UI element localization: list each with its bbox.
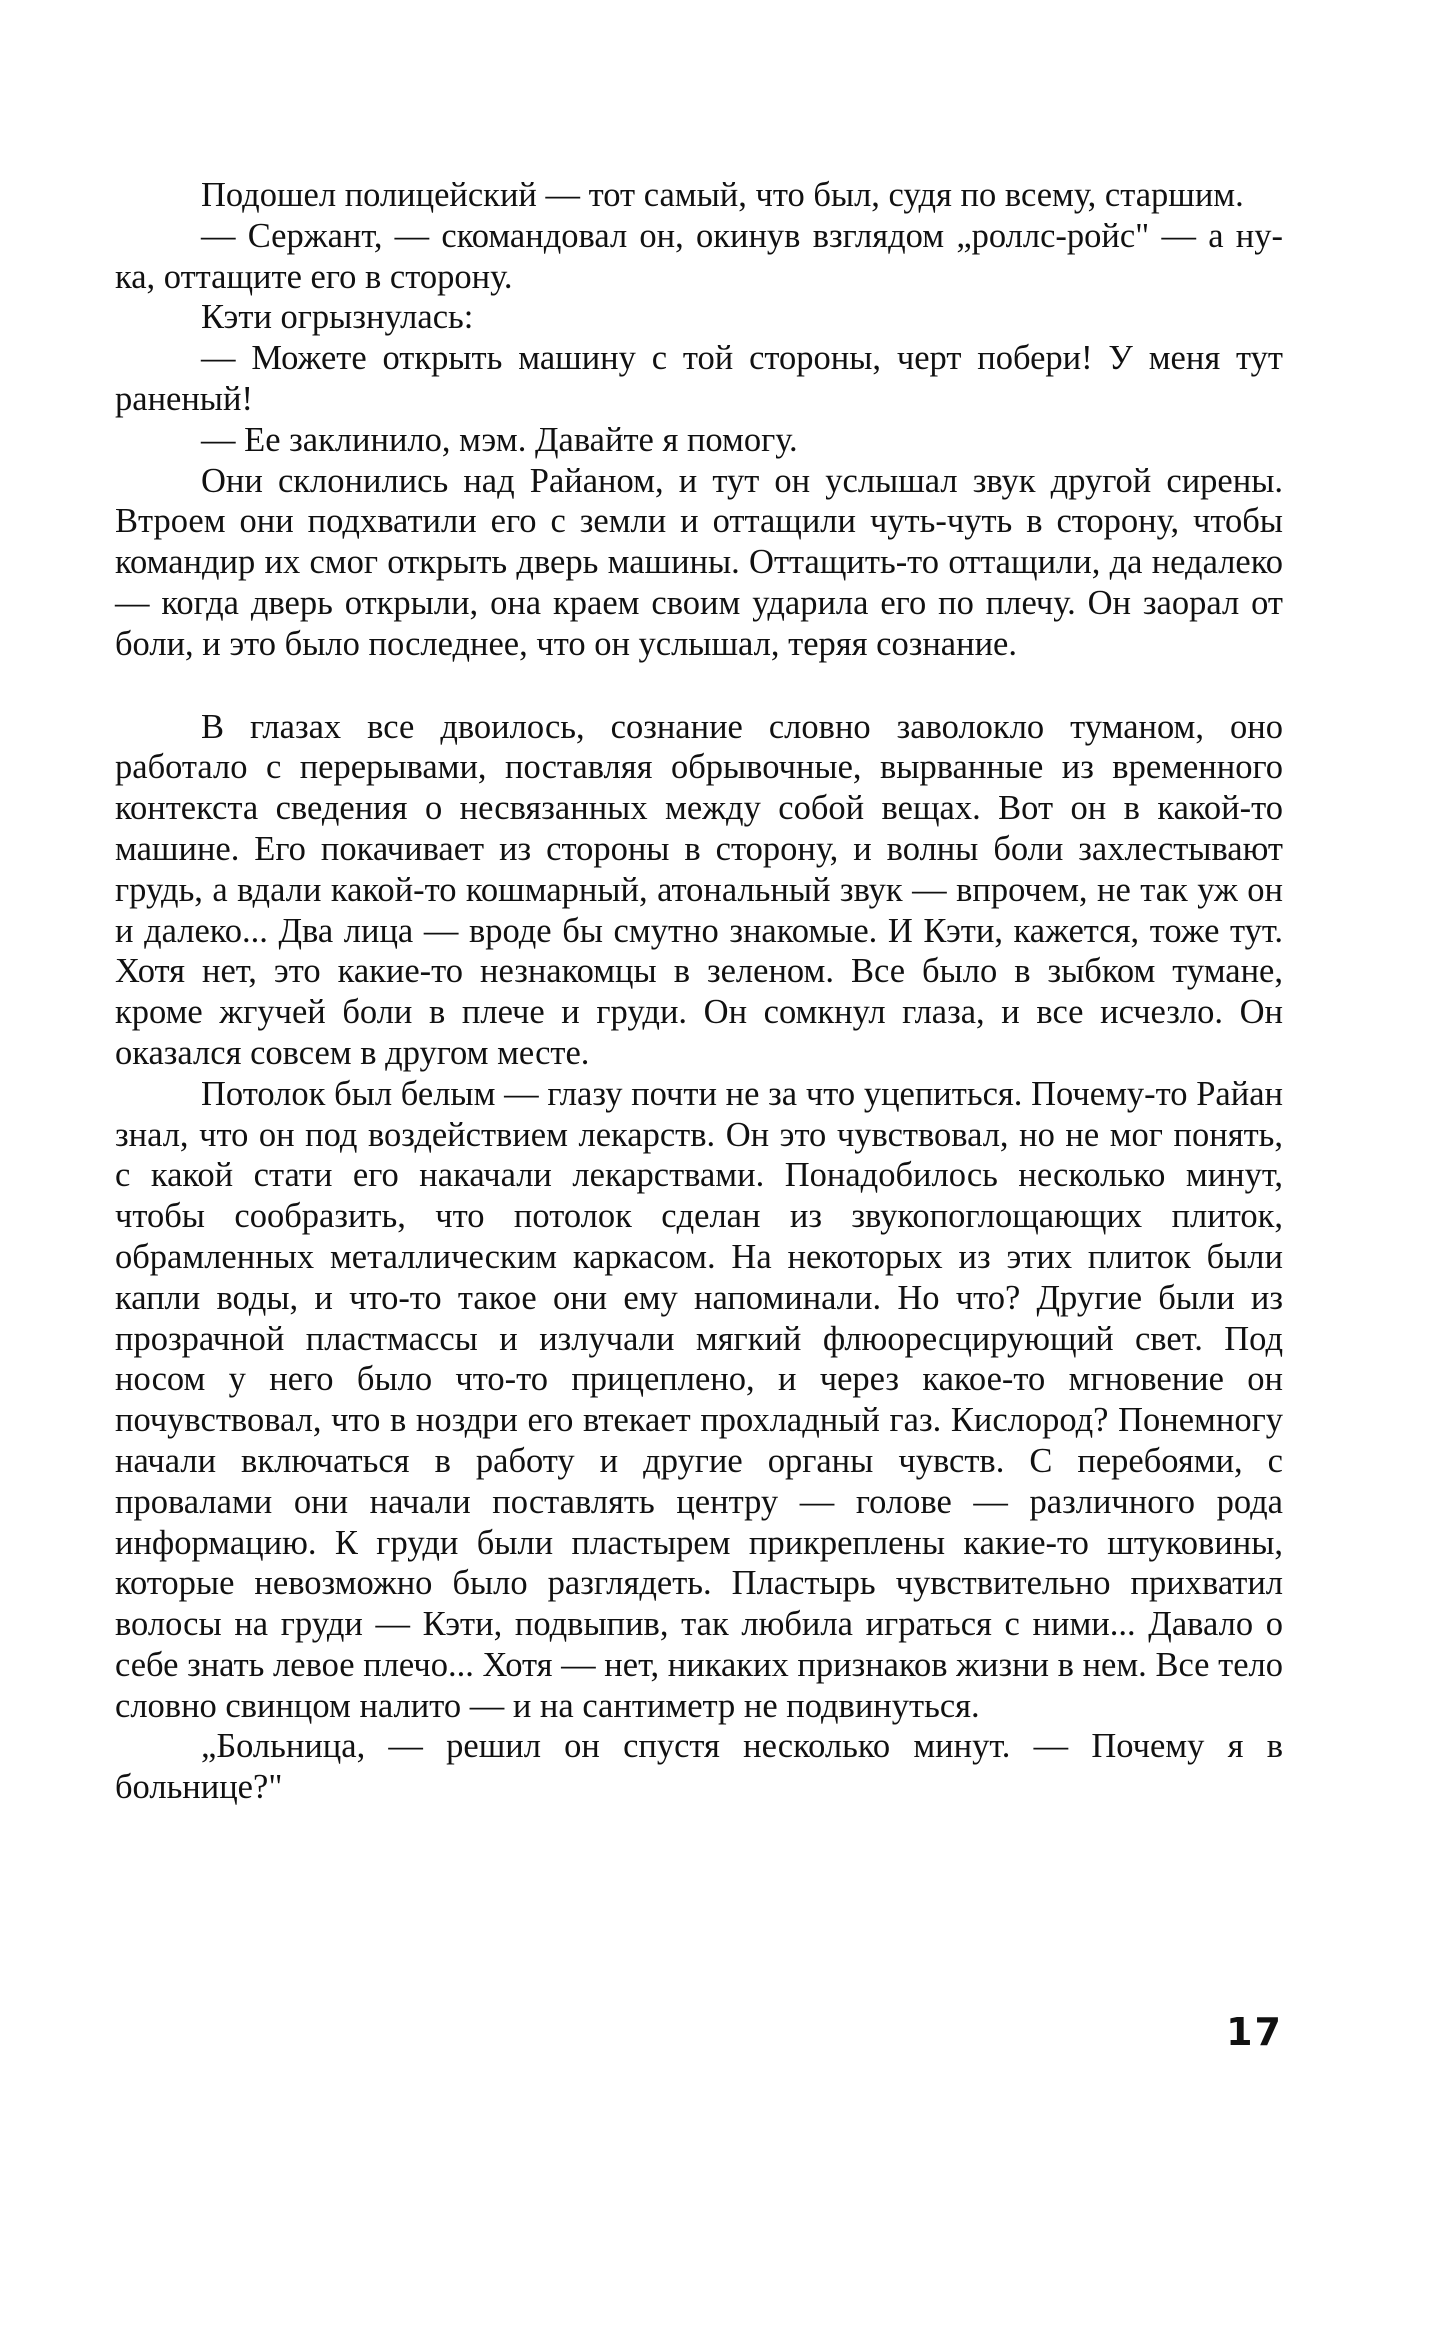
paragraph: Кэти огрызнулась:	[201, 298, 474, 337]
paragraph: В глазах все двоилось, сознание словно заволокло туманом, оно работало с перерывами, поставляя обрывочные, вырванные из временного контекста сведения о несвязанных между собой вещах. Вот он в какой-то машине. Его покачивает из стороны в сторону, и волны боли захлестывают грудь, а вдали какой-то кошмарный, атональный звук — впрочем, не так уж он и далеко... Два лица — вроде бы смутно знакомые. И Кэти, кажется, тоже тут. Хотя нет, это какие-то незнакомцы в зеленом. Все было в зыбком тумане, кроме жгучей боли в плече и груди. Он сомкнул глаза, и все исчезло. Он оказался совсем в другом месте.	[115, 707, 1283, 1072]
paragraph: — Ее заклинило, мэм. Давайте я помогу.	[201, 420, 798, 459]
paragraph: Подошел полицейский — тот самый, что был, судя по всему, старшим.	[201, 176, 1244, 214]
page-body	[115, 175, 1283, 1808]
paragraph: — Сержант, — скомандовал он, окинув взглядом „роллс-ройс" — а ну-ка, оттащите его в сторону.	[115, 216, 1283, 296]
paragraph: — Можете открыть машину с той стороны, черт побери! У меня тут раненый!	[115, 339, 1283, 418]
section-1	[115, 175, 1283, 665]
paragraph: „Больница, — решил он спустя несколько минут. — Почему я в больнице?"	[115, 1727, 1283, 1807]
section-break	[115, 665, 1283, 707]
page-number: 17	[1226, 2010, 1283, 2054]
paragraph: Потолок был белым — глазу почти не за что уцепиться. Почему-то Райан знал, что он под воздействием лекарств. Он это чувствовал, но не мог понять, с какой стати его накачали лекарствами. Понадобилось несколько минут, чтобы сообразить, что потолок сделан из звукопоглощающих плиток, обрамленных металлическим каркасом. На некоторых из этих плиток были капли воды, и что-то такое они ему напоминали. Но что? Другие были из прозрачной пластмассы и излучали мягкий флюоресцирующий свет. Под носом у него было что-то прицеплено, и через какое-то мгновение он почувствовал, что в ноздри его втекает прохладный газ. Кислород? Понемногу начали включаться в работу и другие органы чувств. С перебоями, с провалами они начали поставлять центру — голове — различного рода информацию. К груди были пластырем прикреплены какие-то штуковины, которые невозможно было разглядеть. Пластырь чувствительно прихватил волосы на груди — Кэти, подвыпив, так любила играться с ними... Давало о себе знать левое плечо... Хотя — нет, никаких признаков жизни в нем. Все тело словно свинцом налито — и на сантиметр не подвинуться.	[115, 1074, 1283, 1725]
paragraph: Они склонились над Райаном, и тут он услышал звук другой сирены. Втроем они подхватили его с земли и оттащили чуть-чуть в сторону, чтобы командир их смог открыть дверь машины. Оттащить-то оттащили, да недалеко — когда дверь открыли, она краем своим ударила его по плечу. Он заорал от боли, и это было последнее, что он услышал, теряя сознание.	[115, 461, 1283, 663]
section-2	[115, 707, 1283, 1809]
